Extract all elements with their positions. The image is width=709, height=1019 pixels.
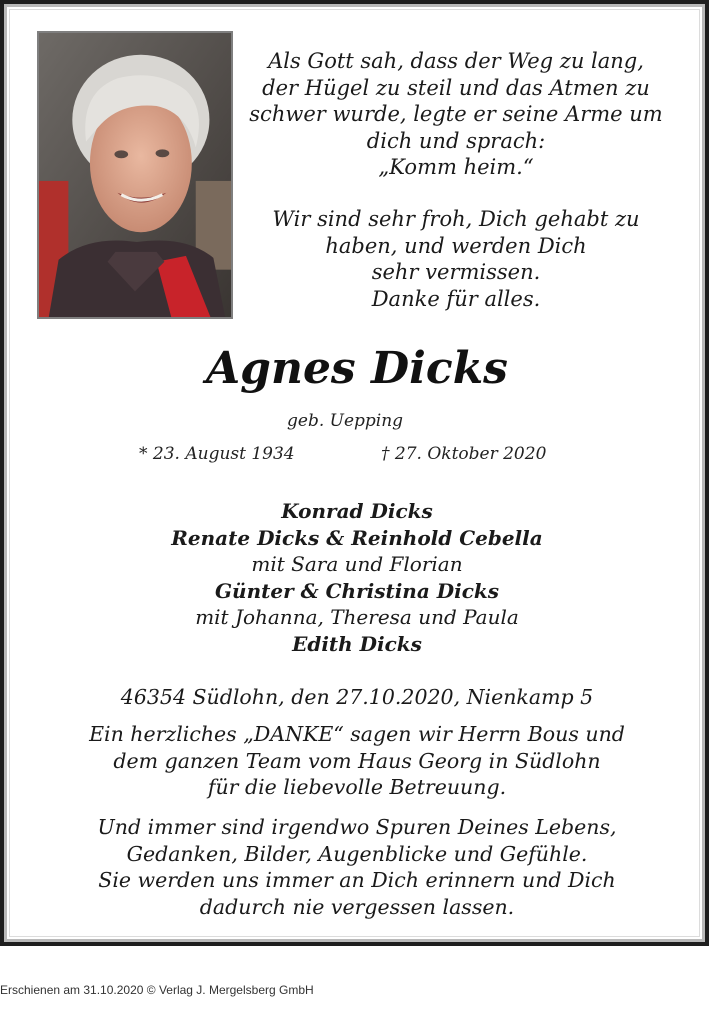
verse-line: Als Gott sah, dass der Weg zu lang, bbox=[268, 49, 644, 73]
verse-line: dich und sprach: bbox=[366, 128, 546, 153]
thanks-line: Ein herzliches „DANKE“ sagen wir Herrn Bous und bbox=[89, 722, 625, 746]
verse-line: Wir sind sehr froh, Dich gehabt zu bbox=[272, 207, 640, 231]
mourner-line: Konrad Dicks bbox=[281, 499, 433, 523]
mourner-line: Günter & Christina Dicks bbox=[214, 578, 500, 603]
thanks-text bbox=[7, 721, 707, 801]
mourner-line: Edith Dicks bbox=[292, 631, 422, 656]
verse-line: „Komm heim.“ bbox=[378, 155, 534, 179]
death-date: † 27. Oktober 2020 bbox=[381, 444, 547, 464]
address-line: 46354 Südlohn, den 27.10.2020, Nienkamp 5 bbox=[120, 685, 594, 709]
portrait-image bbox=[39, 33, 231, 317]
closing-line: dadurch nie vergessen lassen. bbox=[199, 894, 515, 919]
closing-line: Sie werden uns immer an Dich erinnern und Dich bbox=[98, 868, 616, 892]
birth-date: * 23. August 1934 bbox=[139, 444, 295, 464]
mourners-list bbox=[7, 498, 707, 658]
mourner-line: Renate Dicks & Reinhold Cebella bbox=[171, 525, 543, 550]
verse-line: schwer wurde, legte er seine Arme um bbox=[249, 102, 663, 126]
verse-line: der Hügel zu steil und das Atmen zu bbox=[262, 75, 650, 100]
verse-bottom bbox=[235, 206, 677, 312]
verse-top bbox=[235, 48, 677, 181]
obituary-frame bbox=[4, 4, 705, 942]
verse-line: haben, und werden Dich bbox=[325, 233, 587, 258]
deceased-name: Agnes Dicks bbox=[206, 343, 508, 394]
verse-line: Danke für alles. bbox=[371, 286, 541, 311]
closing-text bbox=[7, 814, 707, 920]
mourner-line: mit Sara und Florian bbox=[251, 552, 463, 577]
mourner-line: mit Johanna, Theresa und Paula bbox=[195, 605, 519, 630]
thanks-line: dem ganzen Team vom Haus Georg in Südlohn bbox=[113, 748, 601, 773]
maiden-name: geb. Uepping bbox=[287, 411, 404, 431]
thanks-line: für die liebevolle Betreuung. bbox=[207, 775, 507, 799]
verse-line: sehr vermissen. bbox=[371, 260, 541, 284]
publication-footer: Erschienen am 31.10.2020 © Verlag J. Mergelsberg GmbH bbox=[0, 983, 314, 997]
closing-line: Und immer sind irgendwo Spuren Deines Lebens, bbox=[97, 815, 617, 839]
portrait-photo bbox=[37, 31, 233, 319]
closing-line: Gedanken, Bilder, Augenblicke und Gefühle. bbox=[126, 841, 588, 866]
